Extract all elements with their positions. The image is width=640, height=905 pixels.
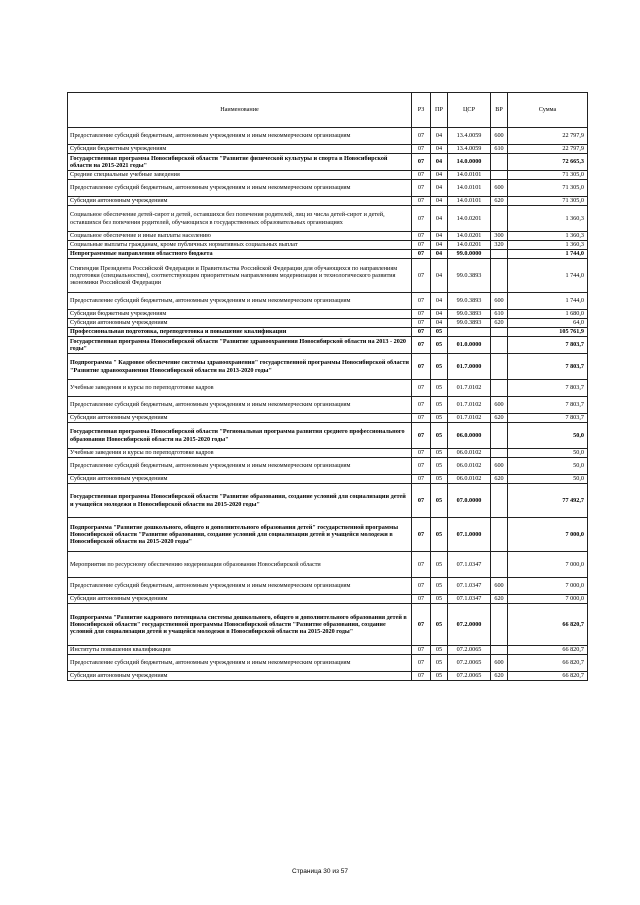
cell-sum: 7 000,0 [508,552,588,578]
table-row [68,475,588,484]
cell-csr: 99.0.3893 [448,319,491,328]
cell-csr [448,328,491,337]
table-row [68,180,588,197]
cell-pr: 05 [431,414,448,423]
cell-vr [491,171,508,180]
cell-pr: 04 [431,197,448,206]
cell-rz: 07 [412,646,431,655]
cell-csr: 01.7.0102 [448,380,491,397]
table-row [68,337,588,354]
cell-csr: 06.0.0102 [448,475,491,484]
cell-rz: 07 [412,337,431,354]
page-number: Страница 30 из 57 [292,868,348,875]
cell-name: Институты повышения квалификации [68,646,412,655]
table-row [68,578,588,595]
cell-sum: 50,0 [508,458,588,475]
cell-sum: 22 797,9 [508,128,588,145]
cell-pr: 05 [431,672,448,681]
cell-name: Предоставление субсидий бюджетным, автономным учреждениям и иным некоммерческим организациям [68,458,412,475]
cell-name: Социальное обеспечение детей-сирот и детей, оставшихся без попечения родителей, лиц из числа детей-сирот и детей, оставшихся без попечения родителей, обучающихся в государственных образовательных организациях [68,206,412,232]
cell-name: Социальные выплаты гражданам, кроме публичных нормативных социальных выплат [68,241,412,250]
cell-sum: 7 803,7 [508,337,588,354]
cell-vr [491,552,508,578]
cell-vr [491,250,508,259]
cell-sum: 50,0 [508,449,588,458]
cell-csr: 14.0.0201 [448,206,491,232]
cell-csr: 99.0.0000 [448,250,491,259]
cell-vr [491,449,508,458]
cell-vr [491,259,508,293]
cell-pr: 05 [431,354,448,380]
cell-pr: 05 [431,604,448,646]
table-row [68,128,588,145]
cell-sum: 71 305,0 [508,171,588,180]
cell-rz: 07 [412,145,431,154]
cell-csr: 07.2.0000 [448,604,491,646]
cell-name: Государственная программа Новосибирской области "Развитие физической культуры и спорта в Новосибирской области на 2015-2021 годы" [68,154,412,171]
cell-vr: 320 [491,241,508,250]
cell-pr: 04 [431,250,448,259]
cell-rz: 07 [412,518,431,552]
cell-csr: 07.1.0347 [448,595,491,604]
cell-csr: 14.0.0101 [448,171,491,180]
cell-rz: 07 [412,293,431,310]
cell-vr [491,328,508,337]
cell-vr: 620 [491,475,508,484]
cell-vr: 600 [491,655,508,672]
cell-name: Профессиональная подготовка, переподготовка и повышение квалификации [68,328,412,337]
cell-csr: 07.2.0065 [448,655,491,672]
cell-rz: 07 [412,250,431,259]
cell-vr: 610 [491,310,508,319]
cell-csr: 06.0.0000 [448,423,491,449]
cell-vr [491,206,508,232]
cell-rz: 07 [412,241,431,250]
cell-rz: 07 [412,604,431,646]
cell-vr: 300 [491,232,508,241]
cell-pr: 04 [431,293,448,310]
header-pr: ПР [431,93,448,128]
cell-pr: 05 [431,328,448,337]
cell-vr [491,646,508,655]
cell-csr: 07.2.0065 [448,672,491,681]
cell-vr [491,423,508,449]
cell-pr: 05 [431,578,448,595]
cell-name: Подпрограмма "Развитие дошкольного, общего и дополнительного образования детей" государственной программы Новосибирской области "Развитие образования, создание условий для социализации детей и учащейся молодежи в Новосибирской области на 2015-2020 годы" [68,518,412,552]
table-row [68,518,588,552]
cell-vr [491,484,508,518]
cell-pr: 05 [431,655,448,672]
table-row [68,310,588,319]
table-row [68,380,588,397]
table-row [68,655,588,672]
cell-sum: 7 803,7 [508,397,588,414]
cell-name: Субсидии автономным учреждениям [68,595,412,604]
cell-pr: 04 [431,180,448,197]
cell-rz: 07 [412,449,431,458]
cell-name: Социальное обеспечение и иные выплаты населению [68,232,412,241]
cell-sum: 1 360,3 [508,232,588,241]
cell-pr: 05 [431,475,448,484]
cell-sum: 1 360,3 [508,206,588,232]
cell-sum: 7 803,7 [508,354,588,380]
table-row [68,414,588,423]
cell-csr: 01.7.0000 [448,354,491,380]
table-row [68,646,588,655]
cell-pr: 05 [431,518,448,552]
cell-sum: 1 744,0 [508,259,588,293]
cell-vr: 600 [491,578,508,595]
table-row [68,458,588,475]
cell-vr: 610 [491,145,508,154]
table-row [68,423,588,449]
header-rz: РЗ [412,93,431,128]
table-row [68,154,588,171]
table-row [68,604,588,646]
cell-pr: 04 [431,232,448,241]
cell-name: Предоставление субсидий бюджетным, автономным учреждениям и иным некоммерческим организациям [68,655,412,672]
cell-csr: 07.1.0000 [448,518,491,552]
cell-sum: 66 820,7 [508,672,588,681]
cell-csr: 01.7.0102 [448,397,491,414]
cell-csr: 14.0.0101 [448,180,491,197]
cell-csr: 14.0.0101 [448,197,491,206]
table-row [68,484,588,518]
header-name: Наименование [68,93,412,128]
cell-rz: 07 [412,354,431,380]
cell-csr: 07.1.0347 [448,578,491,595]
cell-csr: 07.0.0000 [448,484,491,518]
cell-csr: 99.0.3893 [448,293,491,310]
cell-name: Субсидии бюджетным учреждениям [68,145,412,154]
cell-sum: 64,0 [508,319,588,328]
cell-pr: 04 [431,154,448,171]
cell-pr: 04 [431,206,448,232]
table-row [68,250,588,259]
cell-rz: 07 [412,595,431,604]
cell-sum: 1 744,0 [508,250,588,259]
table-row [68,319,588,328]
cell-csr: 14.0.0000 [448,154,491,171]
cell-name: Мероприятия по ресурсному обеспечению модернизации образования Новосибирской области [68,552,412,578]
cell-pr: 04 [431,171,448,180]
cell-sum: 7 803,7 [508,380,588,397]
cell-name: Субсидии бюджетным учреждениям [68,310,412,319]
cell-sum: 1 680,0 [508,310,588,319]
header-sum: Сумма [508,93,588,128]
cell-rz: 07 [412,319,431,328]
cell-rz: 07 [412,328,431,337]
cell-pr: 05 [431,646,448,655]
cell-vr: 620 [491,197,508,206]
cell-name: Предоставление субсидий бюджетным, автономным учреждениям и иным некоммерческим организациям [68,128,412,145]
cell-name: Субсидии автономным учреждениям [68,197,412,206]
table-row [68,197,588,206]
cell-vr [491,604,508,646]
table-row [68,293,588,310]
cell-pr: 05 [431,337,448,354]
cell-rz: 07 [412,380,431,397]
cell-vr: 600 [491,458,508,475]
cell-sum: 22 797,9 [508,145,588,154]
cell-sum: 105 761,9 [508,328,588,337]
cell-name: Предоставление субсидий бюджетным, автономным учреждениям и иным некоммерческим организациям [68,293,412,310]
cell-rz: 07 [412,259,431,293]
header-csr: ЦСР [448,93,491,128]
cell-csr: 14.0.0201 [448,241,491,250]
table-row [68,449,588,458]
cell-vr: 600 [491,180,508,197]
cell-sum: 66 820,7 [508,655,588,672]
cell-rz: 07 [412,672,431,681]
cell-sum: 77 492,7 [508,484,588,518]
cell-rz: 07 [412,180,431,197]
cell-csr: 99.0.3893 [448,259,491,293]
cell-name: Стипендия Президента Российской Федерации и Правительства Российской Федерации для обучающихся по направлениям подготовки (специальностям), соответствующим приоритетным направлениям модернизации и технологического развития экономики Российской Федерации [68,259,412,293]
table-row [68,552,588,578]
cell-name: Непрограммные направления областного бюджета [68,250,412,259]
table-row [68,206,588,232]
cell-rz: 07 [412,206,431,232]
table-header-row [68,93,588,128]
table-row [68,232,588,241]
cell-vr [491,380,508,397]
cell-sum: 7 803,7 [508,414,588,423]
cell-sum: 66 820,7 [508,646,588,655]
table-row [68,595,588,604]
cell-pr: 05 [431,423,448,449]
table-row [68,328,588,337]
cell-rz: 07 [412,552,431,578]
cell-name: Предоставление субсидий бюджетным, автономным учреждениям и иным некоммерческим организациям [68,578,412,595]
cell-csr: 01.0.0000 [448,337,491,354]
cell-csr: 99.0.3893 [448,310,491,319]
cell-pr: 05 [431,380,448,397]
cell-sum: 7 000,0 [508,578,588,595]
cell-rz: 07 [412,578,431,595]
cell-rz: 07 [412,232,431,241]
cell-name: Государственная программа Новосибирской области "Региональная программа развития среднего профессионального образования Новосибирской области на 2015-2020 годы" [68,423,412,449]
cell-csr: 07.2.0065 [448,646,491,655]
cell-sum: 72 665,3 [508,154,588,171]
cell-rz: 07 [412,475,431,484]
cell-sum: 7 000,0 [508,518,588,552]
cell-vr [491,337,508,354]
cell-vr: 600 [491,293,508,310]
cell-vr [491,354,508,380]
cell-csr: 01.7.0102 [448,414,491,423]
table-row [68,259,588,293]
table-body [68,128,588,681]
cell-rz: 07 [412,484,431,518]
cell-pr: 04 [431,319,448,328]
cell-pr: 05 [431,595,448,604]
cell-rz: 07 [412,458,431,475]
cell-pr: 04 [431,241,448,250]
cell-csr: 13.4.0059 [448,128,491,145]
cell-csr: 07.1.0347 [448,552,491,578]
cell-rz: 07 [412,397,431,414]
table-row [68,171,588,180]
cell-name: Подпрограмма " Кадровое обеспечение системы здравоохранения" государственной программы Новосибирской области "Развитие здравоохранения Новосибирской области на 2013-2020 годы" [68,354,412,380]
cell-sum: 1 360,3 [508,241,588,250]
cell-pr: 05 [431,458,448,475]
header-vr: ВР [491,93,508,128]
cell-sum: 1 744,0 [508,293,588,310]
table-row [68,354,588,380]
cell-csr: 06.0.0102 [448,449,491,458]
cell-pr: 04 [431,145,448,154]
cell-vr: 620 [491,595,508,604]
cell-name: Подпрограмма "Развитие кадрового потенциала системы дошкольного, общего и дополнительного образования детей в Новосибирской области" государственной программы Новосибирской области "Развитие образования, создание условий для социализации детей и учащейся молодежи в Новосибирской области на 2015-2020 годы" [68,604,412,646]
cell-pr: 05 [431,484,448,518]
cell-sum: 71 305,0 [508,197,588,206]
table-row [68,672,588,681]
cell-pr: 05 [431,397,448,414]
cell-rz: 07 [412,154,431,171]
cell-name: Средние специальные учебные заведения [68,171,412,180]
cell-csr: 06.0.0102 [448,458,491,475]
cell-sum: 71 305,0 [508,180,588,197]
cell-sum: 66 820,7 [508,604,588,646]
table-row [68,145,588,154]
budget-table [67,92,588,681]
cell-name: Субсидии автономным учреждениям [68,414,412,423]
cell-name: Субсидии автономным учреждениям [68,319,412,328]
cell-rz: 07 [412,310,431,319]
cell-name: Государственная программа Новосибирской области "Развитие образования, создание условий для социализации детей и учащейся молодежи в Новосибирской области на 2015-2020 годы" [68,484,412,518]
cell-vr [491,518,508,552]
cell-rz: 07 [412,197,431,206]
cell-rz: 07 [412,414,431,423]
cell-pr: 04 [431,310,448,319]
cell-sum: 50,0 [508,423,588,449]
cell-sum: 50,0 [508,475,588,484]
cell-name: Субсидии автономным учреждениям [68,672,412,681]
cell-pr: 05 [431,552,448,578]
cell-vr: 620 [491,414,508,423]
cell-name: Субсидии автономным учреждениям [68,475,412,484]
cell-rz: 07 [412,423,431,449]
cell-name: Государственная программа Новосибирской области "Развитие здравоохранения Новосибирской области на 2013 - 2020 годы" [68,337,412,354]
cell-name: Предоставление субсидий бюджетным, автономным учреждениям и иным некоммерческим организациям [68,397,412,414]
cell-name: Предоставление субсидий бюджетным, автономным учреждениям и иным некоммерческим организациям [68,180,412,197]
cell-sum: 7 000,0 [508,595,588,604]
cell-csr: 13.4.0059 [448,145,491,154]
cell-vr: 600 [491,128,508,145]
cell-rz: 07 [412,128,431,145]
table-row [68,397,588,414]
cell-vr: 600 [491,397,508,414]
cell-vr: 620 [491,672,508,681]
cell-name: Учебные заведения и курсы по переподготовке кадров [68,380,412,397]
cell-vr: 620 [491,319,508,328]
cell-pr: 05 [431,449,448,458]
cell-csr: 14.0.0201 [448,232,491,241]
cell-vr [491,154,508,171]
cell-name: Учебные заведения и курсы по переподготовке кадров [68,449,412,458]
cell-rz: 07 [412,171,431,180]
cell-pr: 04 [431,259,448,293]
cell-pr: 04 [431,128,448,145]
cell-rz: 07 [412,655,431,672]
table-row [68,241,588,250]
